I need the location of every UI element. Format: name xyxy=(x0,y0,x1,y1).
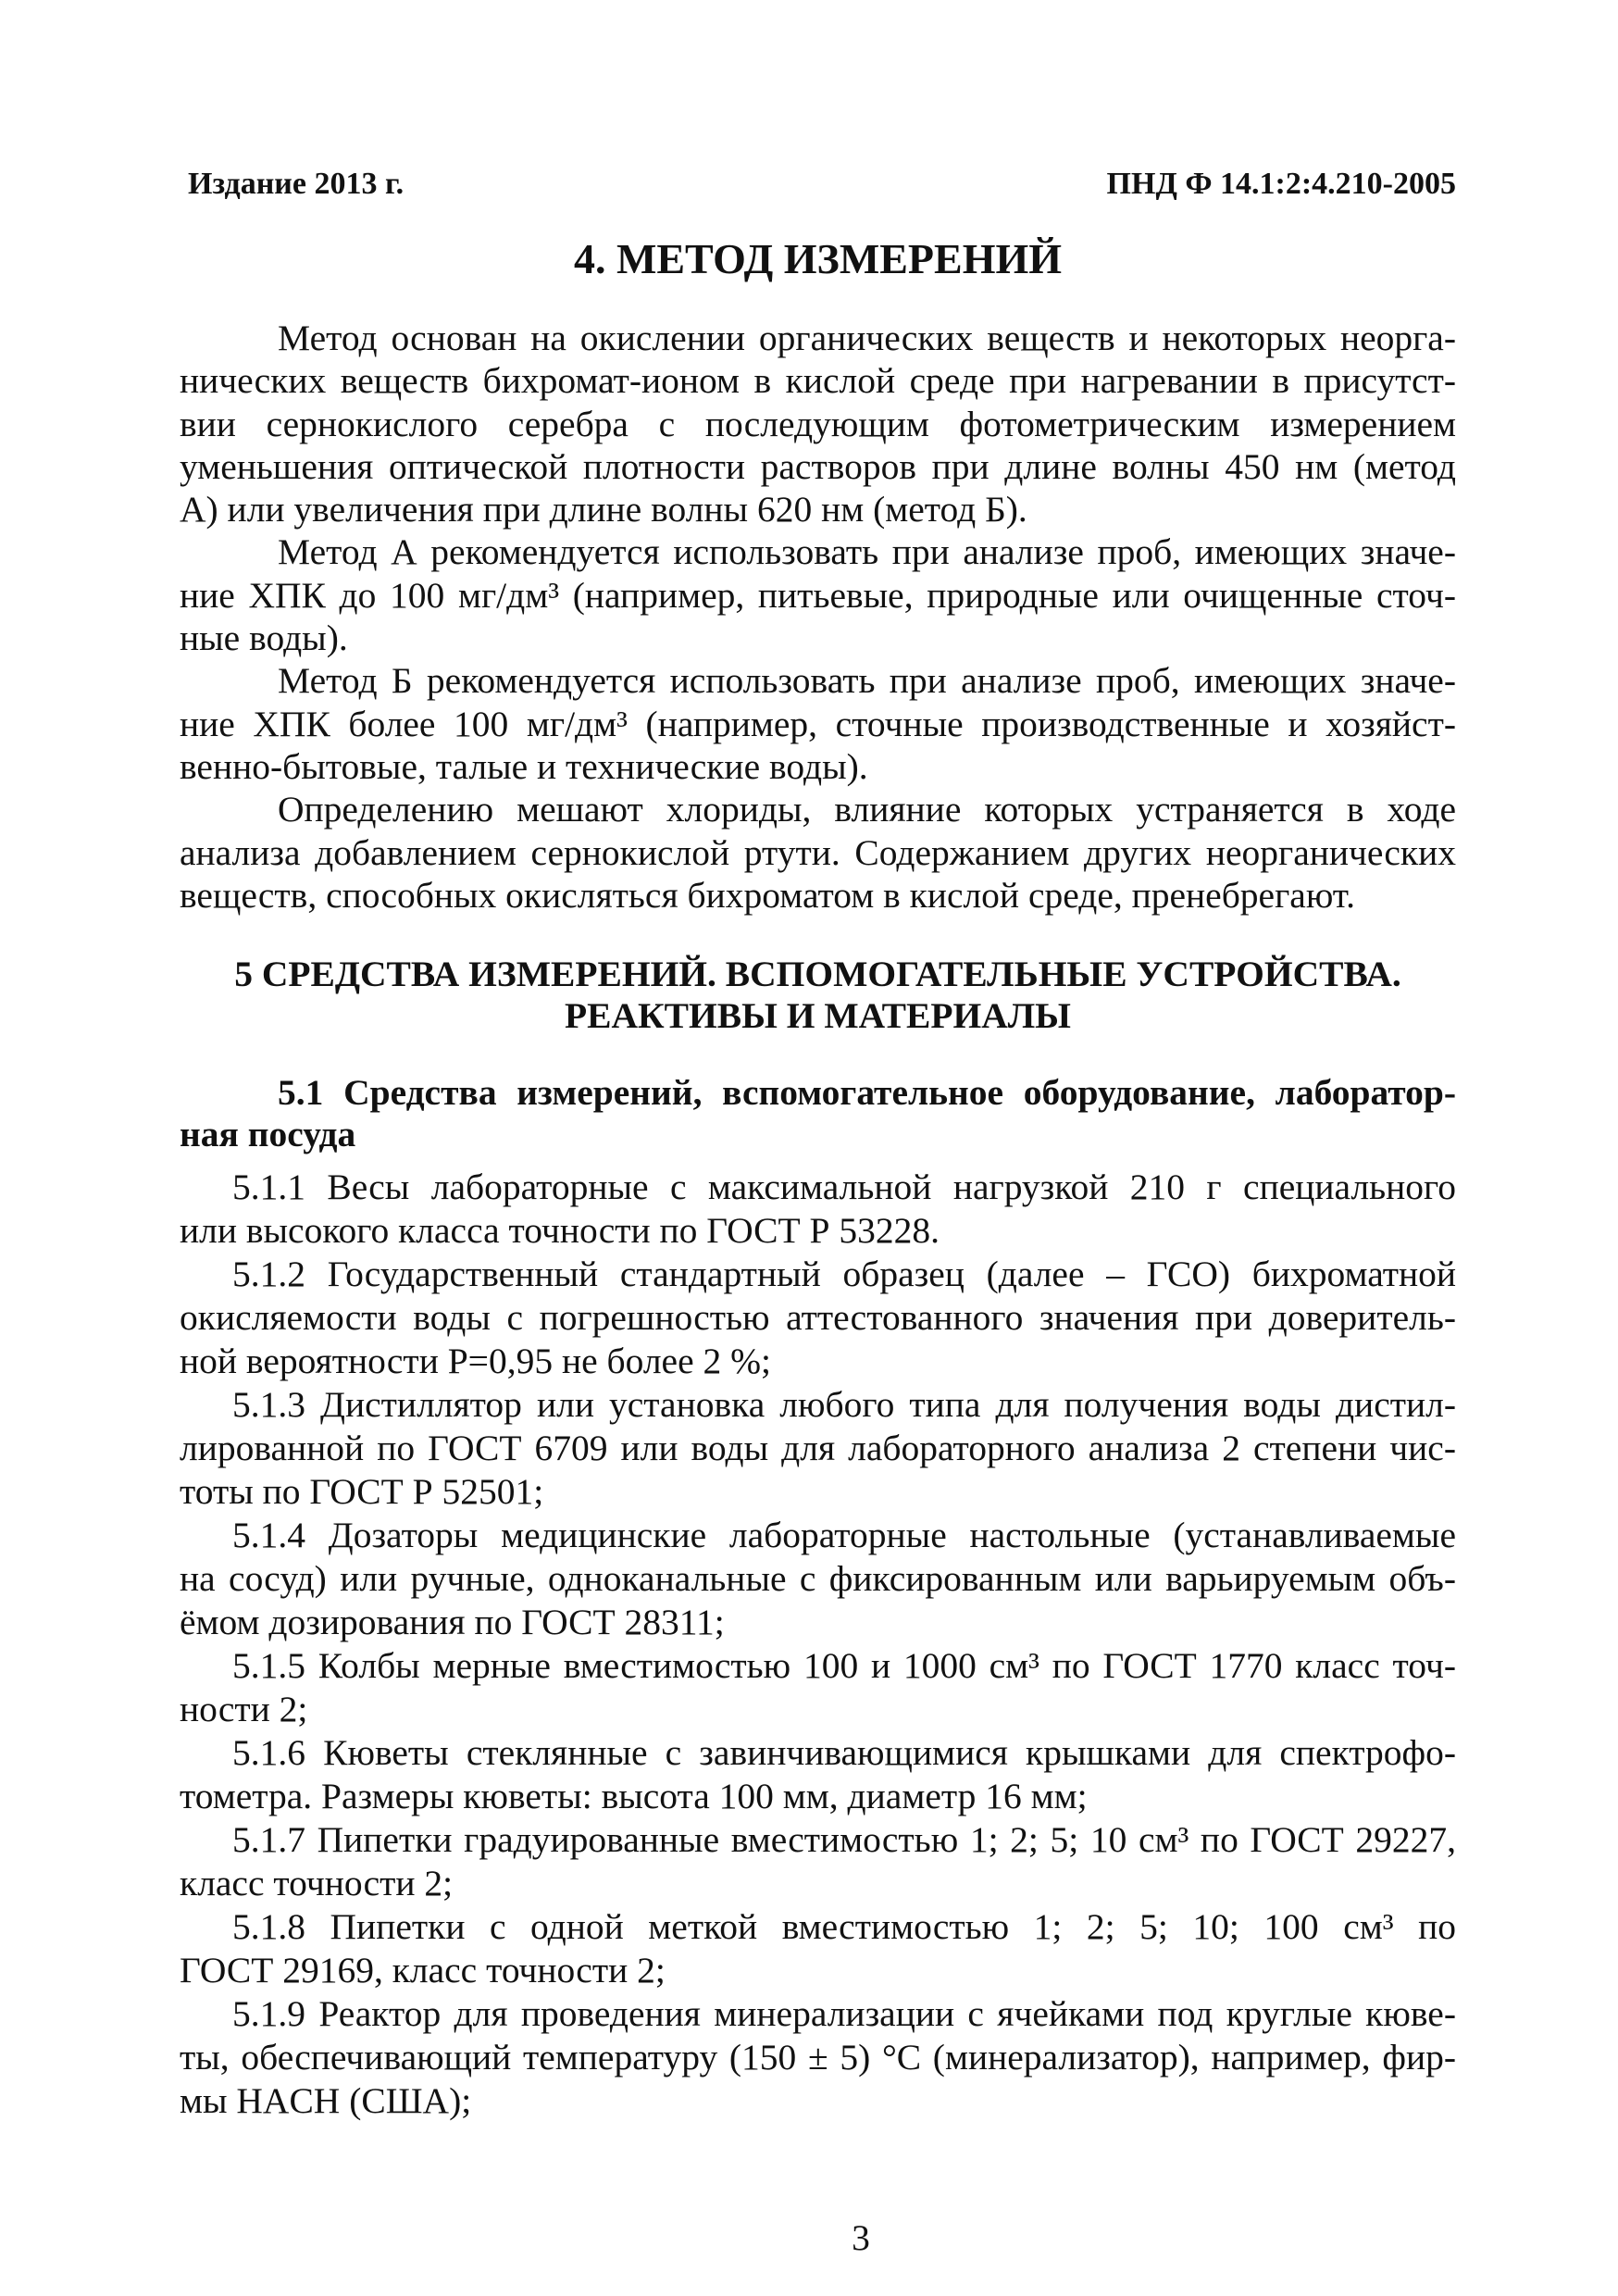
section-title-line: РЕАКТИВЫ И МАТЕРИАЛЫ xyxy=(565,994,1071,1036)
paragraph-line: анализа добавлением сернокислой ртути. Содержанием других неорганических xyxy=(180,831,1456,873)
list-item-line: окисляемости воды с погрешностью аттестованного значения при доверитель- xyxy=(180,1297,1456,1338)
paragraph-line: нических веществ бихромат-ионом в кислой среде при нагревании в присутст- xyxy=(180,360,1456,402)
paragraph-line: Метод А рекомендуется использовать при анализе проб, имеющих значе- xyxy=(278,531,1456,573)
list-item-line: или высокого класса точности по ГОСТ Р 53228. xyxy=(180,1210,940,1251)
list-item-line: 5.1.6 Кюветы стеклянные с завинчивающимися крышками для спектрофо- xyxy=(232,1732,1456,1773)
list-item-line: 5.1.4 Дозаторы медицинские лабораторные настольные (устанавливаемые xyxy=(232,1515,1456,1555)
list-item-line: 5.1.8 Пипетки с одной меткой вместимостью 1; 2; 5; 10; 100 см³ по xyxy=(232,1906,1456,1947)
paragraph-4 xyxy=(180,788,1456,917)
page-number: 3 xyxy=(852,2217,870,2258)
list-item-line: на сосуд) или ручные, одноканальные с фиксированным или варьируемым объ- xyxy=(180,1558,1456,1599)
list-item-5-1-9 xyxy=(180,1992,1456,2123)
section-5-title xyxy=(180,954,1456,1036)
paragraph-2 xyxy=(180,530,1456,659)
list-item-line: 5.1.9 Реактор для проведения минерализации с ячейками под круглые кюве- xyxy=(232,1993,1456,2034)
list-item-line: класс точности 2; xyxy=(180,1863,454,1903)
paragraph-line: уменьшения оптической плотности растворов при длине волны 450 нм (метод xyxy=(180,445,1456,487)
list-item-line: ной вероятности Р=0,95 не более 2 %; xyxy=(180,1341,771,1381)
document-code: ПНД Ф 14.1:2:4.210-2005 xyxy=(1106,167,1456,201)
paragraph-line: А) или увеличения при длине волны 620 нм (метод Б). xyxy=(180,489,1027,530)
list-item-5-1-3 xyxy=(180,1383,1456,1514)
list-item-5-1-6 xyxy=(180,1731,1456,1818)
list-item-line: 5.1.3 Дистиллятор или установка любого типа для получения воды дистил- xyxy=(232,1384,1456,1425)
list-item-line: тоты по ГОСТ Р 52501; xyxy=(180,1471,544,1512)
list-item-5-1-8 xyxy=(180,1905,1456,1992)
subsection-title-line: 5.1 Средства измерений, вспомогательное оборудование, лаборатор- xyxy=(278,1072,1456,1113)
list-item-5-1-1 xyxy=(180,1166,1456,1253)
paragraph-1 xyxy=(180,317,1456,530)
paragraph-line: ные воды). xyxy=(180,618,348,659)
paragraph-line: веществ, способных окисляться бихроматом в кислой среде, пренебрегают. xyxy=(180,874,1355,916)
list-item-line: лированной по ГОСТ 6709 или воды для лабораторного анализа 2 степени чис- xyxy=(180,1428,1456,1468)
list-item-line: ГОСТ 29169, класс точности 2; xyxy=(180,1950,666,1990)
list-item-line: 5.1.7 Пипетки градуированные вместимостью 1; 2; 5; 10 см³ по ГОСТ 29227, xyxy=(232,1819,1456,1860)
edition-label: Издание 2013 г. xyxy=(188,167,404,201)
paragraph-line: ние ХПК до 100 мг/дм³ (например, питьевые, природные или очищенные сточ- xyxy=(180,574,1456,616)
paragraph-line: Метод основан на окислении органических веществ и некоторых неорга- xyxy=(278,318,1456,358)
paragraph-line: венно-бытовые, талые и технические воды). xyxy=(180,745,868,787)
paragraph-3 xyxy=(180,659,1456,788)
section-title-line: 5 СРЕДСТВА ИЗМЕРЕНИЙ. ВСПОМОГАТЕЛЬНЫЕ УСТРОЙСТВА. xyxy=(234,954,1401,994)
section-4-title: 4. МЕТОД ИЗМЕРЕНИЙ xyxy=(573,235,1063,282)
equipment-list xyxy=(180,1166,1456,2123)
list-item-line: ности 2; xyxy=(180,1689,308,1729)
list-item-line: ёмом дозирования по ГОСТ 28311; xyxy=(180,1602,725,1642)
list-item-line: мы HACH (США); xyxy=(180,2080,472,2121)
list-item-line: тометра. Размеры кюветы: высота 100 мм, диаметр 16 мм; xyxy=(180,1776,1088,1816)
list-item-5-1-7 xyxy=(180,1818,1456,1905)
page-header xyxy=(188,164,1456,205)
paragraph-line: ние ХПК более 100 мг/дм³ (например, сточные производственные и хозяйст- xyxy=(180,703,1456,744)
paragraph-line: вии сернокислого серебра с последующим фотометрическим измерением xyxy=(180,403,1456,444)
list-item-line: 5.1.2 Государственный стандартный образец (далее – ГСО) бихроматной xyxy=(232,1254,1456,1294)
paragraph-line: Определению мешают хлориды, влияние которых устраняется в ходе xyxy=(278,789,1456,830)
list-item-5-1-2 xyxy=(180,1253,1456,1383)
list-item-line: 5.1.1 Весы лабораторные с максимальной нагрузкой 210 г специального xyxy=(232,1167,1456,1207)
subsection-title-line: ная посуда xyxy=(180,1113,356,1154)
section-4-body xyxy=(180,317,1456,917)
list-item-5-1-4 xyxy=(180,1514,1456,1644)
paragraph-line: Метод Б рекомендуется использовать при анализе проб, имеющих значе- xyxy=(278,660,1456,702)
list-item-line: 5.1.5 Колбы мерные вместимостью 100 и 1000 см³ по ГОСТ 1770 класс точ- xyxy=(232,1645,1456,1686)
subsection-5-1-title xyxy=(180,1072,1456,1154)
list-item-5-1-5 xyxy=(180,1644,1456,1731)
list-item-line: ты, обеспечивающий температуру (150 ± 5) °С (минерализатор), например, фир- xyxy=(180,2037,1456,2078)
